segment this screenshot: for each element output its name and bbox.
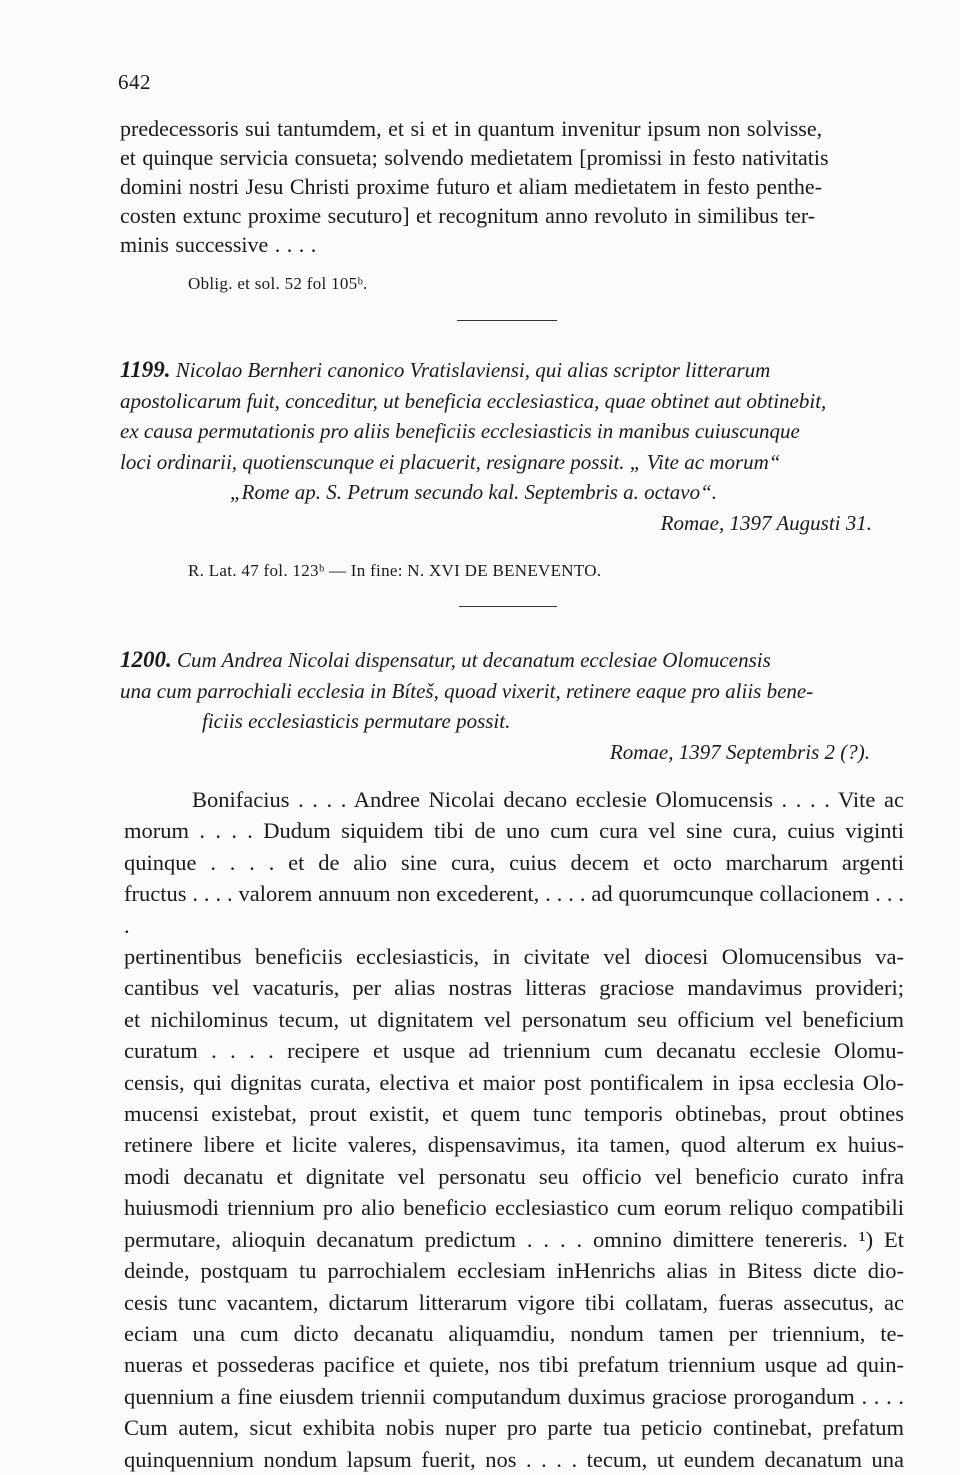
text-line: costen extunc proxime secuturo] et recognitum anno revoluto in similibus ter-	[120, 203, 816, 228]
text-line: huiusmodi triennium pro alio beneficio ecclesiastico cum eorum reliquo compatibili	[124, 1195, 904, 1221]
text-line: et quinque servicia consueta; solvendo medietatem [promissi in festo nativitatis	[120, 145, 829, 170]
text-line: una cum parrochiali ecclesia in Bíteš, quoad vixerit, retinere eaque pro aliis bene-	[120, 678, 814, 703]
text-line: domini nostri Jesu Christi proxime futuro et aliam medietatem in festo penthe-	[120, 174, 823, 199]
text-line: nueras et possederas pacifice et quiete, nos tibi prefatum triennium usque ad quin-	[124, 1352, 904, 1378]
text-line: ex causa permutationis pro aliis beneficiis ecclesiasticis in manibus cuiuscunque	[120, 419, 800, 443]
entry-1200-summary	[120, 645, 900, 767]
entry-number: 1200.	[120, 647, 172, 672]
text-line: fructus . . . . valorem annuum non excederent, . . . . ad quorumcunque collacionem . . . .	[124, 881, 904, 938]
text-line: 1199. Nicolao Bernheri canonico Vratislaviensi, qui alias scriptor litterarum	[120, 357, 771, 382]
text-line: loci ordinarii, quotienscunque ei placuerit, resignare possit. „ Vite ac morum“	[120, 449, 781, 474]
text-line: pertinentibus beneficiis ecclesiasticis, in civitate vel diocesi Olomucensibus va-	[124, 944, 904, 970]
text-line: cesis tunc vacantem, dictarum litterarum vigore tibi collatam, fueras assecutus, ac	[124, 1289, 904, 1315]
text-line: apostolicarum fuit, conceditur, ut beneficia ecclesiastica, quae obtinet aut obtinebit,	[120, 388, 827, 413]
page-number: 642	[118, 70, 151, 94]
text-line: retinere libere et licite valeres, dispensavimus, ita tamen, quod alterum ex huius-	[124, 1132, 904, 1158]
intro-paragraph	[120, 114, 900, 259]
text-line: 1200. Cum Andrea Nicolai dispensatur, ut decanatum ecclesiae Olomucensis	[120, 647, 771, 672]
text-line: quinque . . . . et de alio sine cura, cuius decem et octo marcharum argenti	[124, 849, 904, 875]
text-line: quennium a fine eiusdem triennii computandum duximus graciose prorogandum . . . .	[124, 1383, 904, 1409]
text-line: Bonifacius . . . . Andree Nicolai decano ecclesie Olomucensis . . . . Vite ac	[192, 787, 904, 812]
entry-1199-summary	[120, 355, 900, 538]
section-divider	[459, 606, 557, 607]
text-line: „Rome ap. S. Petrum secundo kal. Septembris a. octavo“.	[230, 480, 718, 504]
text-line: et nichilominus tecum, ut dignitatem vel personatum seu officium vel beneficium	[124, 1006, 904, 1032]
entry-1199-reference: R. Lat. 47 fol. 123ᵇ — In fine: N. XVI DE BENEVENTO.	[188, 561, 602, 580]
letter-body	[124, 784, 904, 1475]
entry-date: Romae, 1397 Septembris 2 (?).	[609, 739, 870, 764]
intro-reference: Oblig. et sol. 52 fol 105ᵇ.	[188, 274, 368, 293]
text-line: morum . . . . Dudum siquidem tibi de uno cum cura vel sine cura, cuius viginti	[124, 818, 904, 844]
entry-number: 1199.	[120, 357, 171, 382]
text-line: Cum autem, sicut exhibita nobis nuper pro parte tua peticio continebat, prefatum	[124, 1415, 904, 1441]
text-line: minis successive . . . .	[120, 232, 317, 257]
text-line: curatum . . . . recipere et usque ad triennium cum decanatu ecclesie Olomu-	[124, 1038, 904, 1064]
text-line: modi decanatu et dignitate vel personatu seu officio vel beneficio curato infra	[124, 1163, 904, 1189]
text-line: cantibus vel vacaturis, per alias nostras litteras graciose mandavimus provideri;	[124, 975, 904, 1001]
section-divider	[457, 320, 557, 321]
text-line: censis, qui dignitas curata, electiva et maior post pontificalem in ipsa ecclesia Olo-	[124, 1069, 904, 1095]
text-line: deinde, postquam tu parrochialem ecclesiam inHenrichs alias in Bitess dicte dio-	[124, 1258, 904, 1284]
text-line: quinquennium nondum lapsum fuerit, nos . . . . tecum, ut eundem decanatum una	[124, 1446, 904, 1472]
entry-date: Romae, 1397 Augusti 31.	[660, 510, 872, 535]
text-line: mucensi existebat, prout existit, et quem tunc temporis obtinebas, prout obtines	[124, 1101, 904, 1127]
text-line: predecessoris sui tantumdem, et si et in quantum invenitur ipsum non solvisse,	[120, 116, 823, 141]
text-line: ficiis ecclesiasticis permutare possit.	[202, 709, 511, 733]
text-line: permutare, alioquin decanatum predictum . . . . omnino dimittere tenereris. ¹) Et	[124, 1226, 904, 1252]
text-line: eciam una cum dicto decanatu aliquamdiu, nondum tamen per triennium, te-	[124, 1320, 904, 1346]
